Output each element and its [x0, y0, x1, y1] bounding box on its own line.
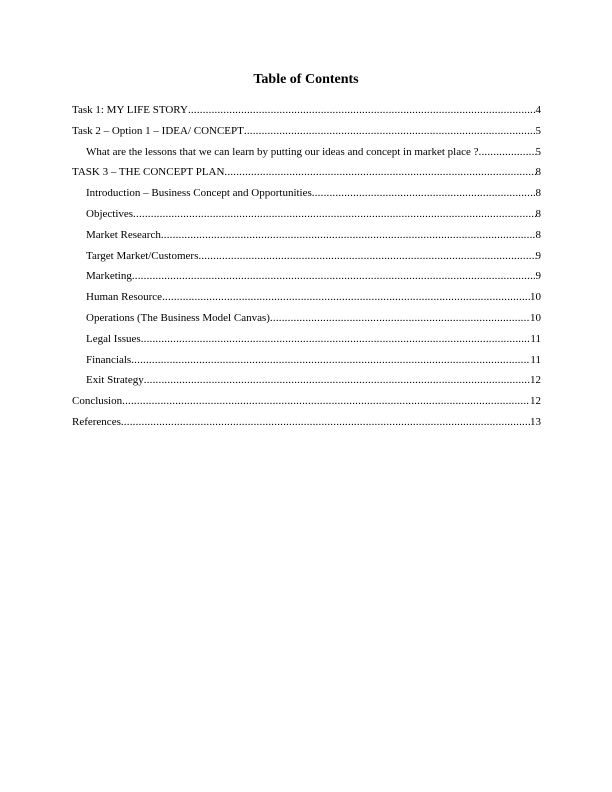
- toc-entry-task-3[interactable]: [72, 162, 541, 183]
- toc-page-number: 12: [530, 374, 541, 387]
- toc-dot-leader: [122, 391, 530, 412]
- toc-dot-leader: [244, 121, 536, 142]
- toc-entry-title: Introduction – Business Concept and Opportunities: [86, 187, 312, 200]
- toc-entry-lessons[interactable]: [72, 142, 541, 163]
- toc-entry-title: Legal Issues: [86, 332, 141, 345]
- toc-entry-references[interactable]: [72, 412, 541, 433]
- toc-entry-operations[interactable]: [72, 308, 541, 329]
- toc-page-number: 8: [535, 166, 541, 179]
- toc-dot-leader: [188, 100, 536, 121]
- toc-page-number: 5: [535, 145, 541, 158]
- toc-entry-financials[interactable]: [72, 350, 541, 371]
- toc-entry-task-2[interactable]: [72, 121, 541, 142]
- toc-page-number: 8: [535, 207, 541, 220]
- toc-dot-leader: [161, 225, 536, 246]
- toc-entry-title: Marketing: [86, 270, 132, 283]
- toc-page-number: 9: [535, 249, 541, 262]
- toc-entry-exit-strategy[interactable]: [72, 370, 541, 391]
- toc-entry-title: Task 1: MY LIFE STORY: [72, 104, 188, 116]
- toc-page-number: 10: [530, 311, 541, 324]
- toc-dot-leader: [479, 142, 536, 163]
- toc-entry-marketing[interactable]: [72, 266, 541, 287]
- toc-page-number: 12: [530, 395, 541, 408]
- toc-page-number: 11: [530, 332, 541, 345]
- toc-page-number: 11: [530, 353, 541, 366]
- toc-dot-leader: [198, 246, 535, 267]
- toc-dot-leader: [162, 287, 530, 308]
- toc-dot-leader: [133, 204, 535, 225]
- toc-dot-leader: [144, 370, 530, 391]
- page-title: Table of Contents: [253, 72, 359, 87]
- toc-page-number: 4: [535, 104, 541, 116]
- toc-entry-title: Task 2 – Option 1 – IDEA/ CONCEPT: [72, 124, 244, 137]
- toc-dot-leader: [131, 350, 530, 371]
- toc-dot-leader: [141, 329, 531, 350]
- toc-dot-leader: [121, 412, 530, 433]
- toc-dot-leader: [312, 183, 536, 204]
- toc-entry-task-1[interactable]: [72, 100, 541, 121]
- toc-entry-title: Operations (The Business Model Canvas): [86, 311, 270, 324]
- toc-entry-title: Market Research: [86, 228, 161, 241]
- toc-page-number: 9: [535, 270, 541, 283]
- toc-entry-introduction[interactable]: [72, 183, 541, 204]
- toc-entry-title: Exit Strategy: [86, 374, 144, 387]
- toc-entry-objectives[interactable]: [72, 204, 541, 225]
- toc-dot-leader: [132, 266, 536, 287]
- toc-entry-title: Financials: [86, 353, 132, 366]
- toc-page-number: 8: [535, 187, 541, 200]
- toc-entry-market-research[interactable]: [72, 225, 541, 246]
- toc-entry-legal-issues[interactable]: [72, 329, 541, 350]
- toc-entry-title: TASK 3 – THE CONCEPT PLAN: [72, 166, 225, 179]
- toc-entry-title: Objectives: [86, 207, 134, 220]
- toc-entry-human-resource[interactable]: [72, 287, 541, 308]
- toc-page-number: 8: [535, 228, 541, 241]
- toc-entry-target-market[interactable]: [72, 246, 541, 267]
- toc-page-number: 13: [530, 415, 541, 428]
- toc-entry-title: Conclusion: [72, 395, 123, 408]
- toc-entry-title: Target Market/Customers: [86, 249, 199, 262]
- toc-entry-conclusion[interactable]: [72, 391, 541, 412]
- toc-entry-title: Human Resource: [86, 291, 163, 304]
- toc-list: [72, 100, 541, 433]
- toc-dot-leader: [224, 162, 535, 183]
- toc-dot-leader: [270, 308, 530, 329]
- toc-entry-title: What are the lessons that we can learn by putting our ideas and concept in market place ?: [86, 145, 479, 158]
- toc-page-number: 5: [535, 124, 541, 137]
- toc-page-number: 10: [530, 291, 541, 304]
- toc-entry-title: References: [72, 415, 121, 428]
